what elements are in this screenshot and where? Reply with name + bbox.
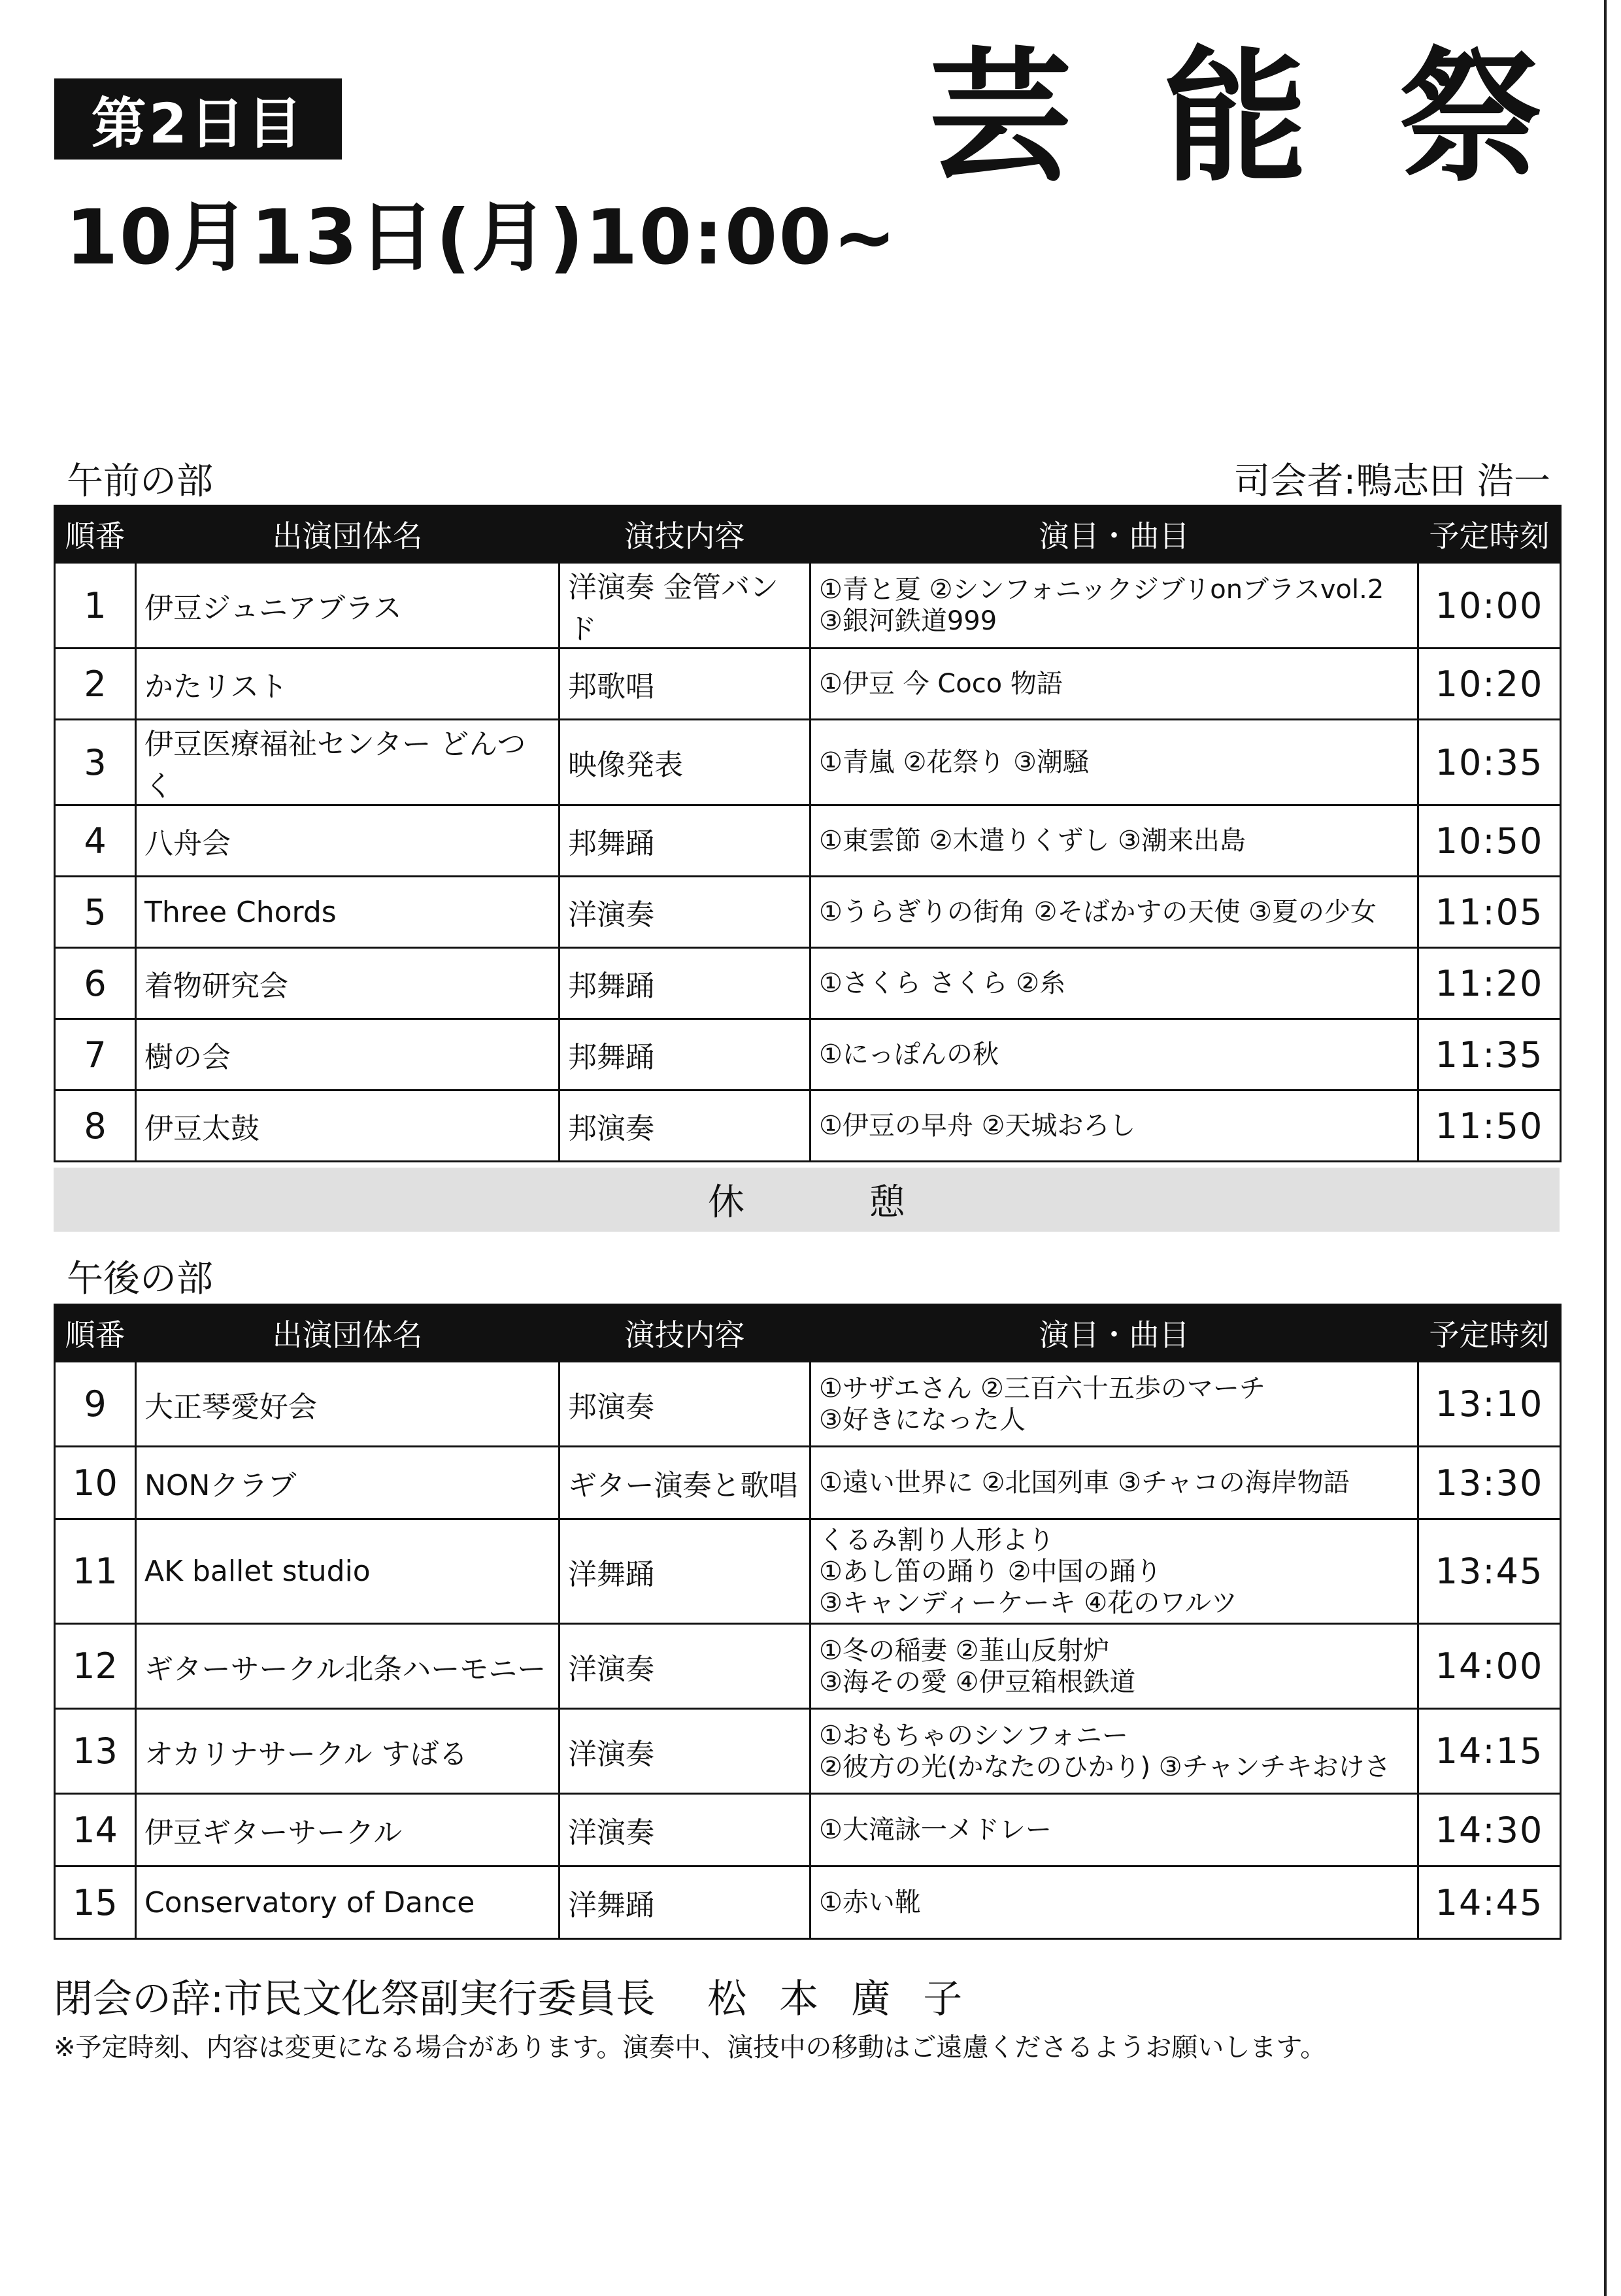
row-number: 7 bbox=[55, 1019, 136, 1090]
col-header-pieces: 演目・曲目 bbox=[811, 506, 1418, 563]
scheduled-time: 11:20 bbox=[1418, 948, 1561, 1019]
performance-type: 洋舞踊 bbox=[560, 1519, 811, 1624]
page-edge-line bbox=[1604, 0, 1607, 2296]
row-number: 2 bbox=[55, 649, 136, 720]
scheduled-time: 13:30 bbox=[1418, 1447, 1561, 1519]
row-number: 15 bbox=[55, 1866, 136, 1939]
scheduled-time: 14:30 bbox=[1418, 1794, 1561, 1866]
table-row bbox=[55, 1019, 1561, 1090]
afternoon-heading: 午後の部 bbox=[67, 1258, 213, 1300]
table-row bbox=[55, 1362, 1561, 1447]
performance-type: 邦舞踊 bbox=[560, 948, 811, 1019]
piece-line: ①東雲節 ②木遣りくずし ③潮来出島 bbox=[819, 826, 1246, 856]
group-name: かたリスト bbox=[136, 649, 560, 720]
scheduled-time: 11:50 bbox=[1418, 1090, 1561, 1162]
group-name: 着物研究会 bbox=[136, 948, 560, 1019]
performance-type: 洋演奏 金管バンド bbox=[560, 563, 811, 649]
piece-line: ①遠い世界に ②北国列車 ③チャコの海岸物語 bbox=[819, 1468, 1350, 1498]
row-number: 14 bbox=[55, 1794, 136, 1866]
piece-line: ①うらぎりの街角 ②そばかすの天使 ③夏の少女 bbox=[819, 897, 1377, 927]
col-header-group: 出演団体名 bbox=[136, 506, 560, 563]
group-name: AK ballet studio bbox=[136, 1519, 560, 1624]
piece-line: ①青嵐 ②花祭り ③潮騒 bbox=[819, 747, 1090, 777]
performance-type: 洋演奏 bbox=[560, 1709, 811, 1794]
event-title-char: 祭 bbox=[1398, 34, 1543, 201]
performance-type: 邦舞踊 bbox=[560, 1019, 811, 1090]
scheduled-time: 11:05 bbox=[1418, 877, 1561, 948]
col-header-no: 順番 bbox=[55, 1305, 136, 1362]
program-pieces bbox=[811, 877, 1418, 948]
table-header-row bbox=[55, 1305, 1561, 1362]
table-header-row bbox=[55, 506, 1561, 563]
piece-line: ③好きになった人 bbox=[819, 1404, 1026, 1435]
scheduled-time: 14:15 bbox=[1418, 1709, 1561, 1794]
event-title bbox=[928, 34, 1543, 201]
performance-type: 洋舞踊 bbox=[560, 1866, 811, 1939]
group-name: 伊豆ジュニアブラス bbox=[136, 563, 560, 649]
program-pieces bbox=[811, 720, 1418, 805]
piece-line: ①赤い靴 bbox=[819, 1887, 921, 1917]
col-header-type: 演技内容 bbox=[560, 506, 811, 563]
scheduled-time: 13:45 bbox=[1418, 1519, 1561, 1624]
performance-type: 邦演奏 bbox=[560, 1090, 811, 1162]
piece-line: ①あし笛の踊り ②中国の踊り bbox=[819, 1556, 1162, 1587]
scheduled-time: 10:50 bbox=[1418, 805, 1561, 877]
performance-type: 洋演奏 bbox=[560, 1624, 811, 1709]
table-row bbox=[55, 563, 1561, 649]
group-name: Conservatory of Dance bbox=[136, 1866, 560, 1939]
performance-type: 映像発表 bbox=[560, 720, 811, 805]
group-name: Three Chords bbox=[136, 877, 560, 948]
piece-line: ①伊豆 今 Coco 物語 bbox=[819, 669, 1063, 699]
closing-speaker-name: 松本廣子 bbox=[707, 1976, 995, 2022]
group-name: NONクラブ bbox=[136, 1447, 560, 1519]
scheduled-time: 14:00 bbox=[1418, 1624, 1561, 1709]
table-row bbox=[55, 649, 1561, 720]
row-number: 13 bbox=[55, 1709, 136, 1794]
table-row bbox=[55, 1447, 1561, 1519]
table-row bbox=[55, 1866, 1561, 1939]
piece-line: ①さくら さくら ②糸 bbox=[819, 968, 1066, 998]
program-pieces bbox=[811, 1090, 1418, 1162]
program-pieces bbox=[811, 1866, 1418, 1939]
piece-line: ②彼方の光(かなたのひかり) ③チャンチキおけさ bbox=[819, 1751, 1391, 1782]
row-number: 8 bbox=[55, 1090, 136, 1162]
program-pieces bbox=[811, 1624, 1418, 1709]
morning-heading: 午前の部 bbox=[67, 460, 213, 503]
scheduled-time: 10:00 bbox=[1418, 563, 1561, 649]
table-row bbox=[55, 1090, 1561, 1162]
table-row bbox=[55, 1519, 1561, 1624]
event-date: 10月13日(月)10:00~ bbox=[65, 194, 898, 282]
row-number: 3 bbox=[55, 720, 136, 805]
scheduled-time: 13:10 bbox=[1418, 1362, 1561, 1447]
piece-line: ①青と夏 ②シンフォニックジブリonブラスvol.2 bbox=[819, 575, 1384, 605]
program-pieces bbox=[811, 805, 1418, 877]
program-pieces bbox=[811, 649, 1418, 720]
afternoon-program-table bbox=[54, 1304, 1562, 1940]
piece-line: ①冬の稲妻 ②韮山反射炉 bbox=[819, 1635, 1110, 1666]
program-pieces bbox=[811, 1519, 1418, 1624]
program-pieces bbox=[811, 1709, 1418, 1794]
piece-line: ③銀河鉄道999 bbox=[819, 606, 997, 636]
group-name: 大正琴愛好会 bbox=[136, 1362, 560, 1447]
group-name: 伊豆太鼓 bbox=[136, 1090, 560, 1162]
program-pieces bbox=[811, 948, 1418, 1019]
row-number: 1 bbox=[55, 563, 136, 649]
group-name: 伊豆ギターサークル bbox=[136, 1794, 560, 1866]
table-row bbox=[55, 1794, 1561, 1866]
col-header-time: 予定時刻 bbox=[1418, 506, 1561, 563]
performance-type: 洋演奏 bbox=[560, 877, 811, 948]
scheduled-time: 14:45 bbox=[1418, 1866, 1561, 1939]
row-number: 4 bbox=[55, 805, 136, 877]
table-row bbox=[55, 877, 1561, 948]
row-number: 10 bbox=[55, 1447, 136, 1519]
col-header-time: 予定時刻 bbox=[1418, 1305, 1561, 1362]
row-number: 11 bbox=[55, 1519, 136, 1624]
performance-type: ギター演奏と歌唱 bbox=[560, 1447, 811, 1519]
piece-line: ①伊豆の早舟 ②天城おろし bbox=[819, 1111, 1136, 1141]
row-number: 5 bbox=[55, 877, 136, 948]
program-pieces bbox=[811, 1447, 1418, 1519]
performance-type: 邦舞踊 bbox=[560, 805, 811, 877]
col-header-pieces: 演目・曲目 bbox=[811, 1305, 1418, 1362]
table-row bbox=[55, 720, 1561, 805]
piece-line: ①おもちゃのシンフォニー bbox=[819, 1720, 1128, 1751]
piece-line: ③海その愛 ④伊豆箱根鉄道 bbox=[819, 1666, 1136, 1697]
performance-type: 洋演奏 bbox=[560, 1794, 811, 1866]
group-name: 伊豆医療福祉センター どんつく bbox=[136, 720, 560, 805]
table-row bbox=[55, 1624, 1561, 1709]
day-label: 第2日目 bbox=[54, 78, 342, 160]
piece-line: くるみ割り人形より bbox=[819, 1525, 1054, 1555]
group-name: オカリナサークル すばる bbox=[136, 1709, 560, 1794]
closing-remarks bbox=[54, 1968, 995, 2024]
program-pieces bbox=[811, 1019, 1418, 1090]
disclaimer-note: ※予定時刻、内容は変更になる場合があります。演奏中、演技中の移動はご遠慮くださるようお願いします。 bbox=[54, 2033, 1327, 2063]
scheduled-time: 11:35 bbox=[1418, 1019, 1561, 1090]
group-name: 樹の会 bbox=[136, 1019, 560, 1090]
intermission-band: 休憩 bbox=[54, 1168, 1560, 1232]
table-row bbox=[55, 805, 1561, 877]
closing-label: 閉会の辞:市民文化祭副実行委員長 bbox=[54, 1976, 656, 2022]
row-number: 12 bbox=[55, 1624, 136, 1709]
program-pieces bbox=[811, 1794, 1418, 1866]
performance-type: 邦歌唱 bbox=[560, 649, 811, 720]
piece-line: ③キャンディーケーキ ④花のワルツ bbox=[819, 1587, 1238, 1618]
row-number: 6 bbox=[55, 948, 136, 1019]
row-number: 9 bbox=[55, 1362, 136, 1447]
group-name: 八舟会 bbox=[136, 805, 560, 877]
group-name: ギターサークル北条ハーモニー bbox=[136, 1624, 560, 1709]
table-row bbox=[55, 948, 1561, 1019]
scheduled-time: 10:20 bbox=[1418, 649, 1561, 720]
program-pieces bbox=[811, 1362, 1418, 1447]
performance-type: 邦演奏 bbox=[560, 1362, 811, 1447]
morning-program-table bbox=[54, 505, 1562, 1162]
event-title-char: 芸 bbox=[928, 34, 1073, 201]
mc-name: 司会者:鴨志田 浩一 bbox=[1233, 460, 1550, 503]
piece-line: ①サザエさん ②三百六十五歩のマーチ bbox=[819, 1373, 1265, 1404]
table-row bbox=[55, 1709, 1561, 1794]
col-header-no: 順番 bbox=[55, 506, 136, 563]
event-title-char: 能 bbox=[1163, 34, 1307, 201]
program-pieces bbox=[811, 563, 1418, 649]
col-header-type: 演技内容 bbox=[560, 1305, 811, 1362]
piece-line: ①大滝詠一メドレー bbox=[819, 1815, 1052, 1845]
piece-line: ①にっぽんの秋 bbox=[819, 1039, 999, 1070]
scheduled-time: 10:35 bbox=[1418, 720, 1561, 805]
col-header-group: 出演団体名 bbox=[136, 1305, 560, 1362]
